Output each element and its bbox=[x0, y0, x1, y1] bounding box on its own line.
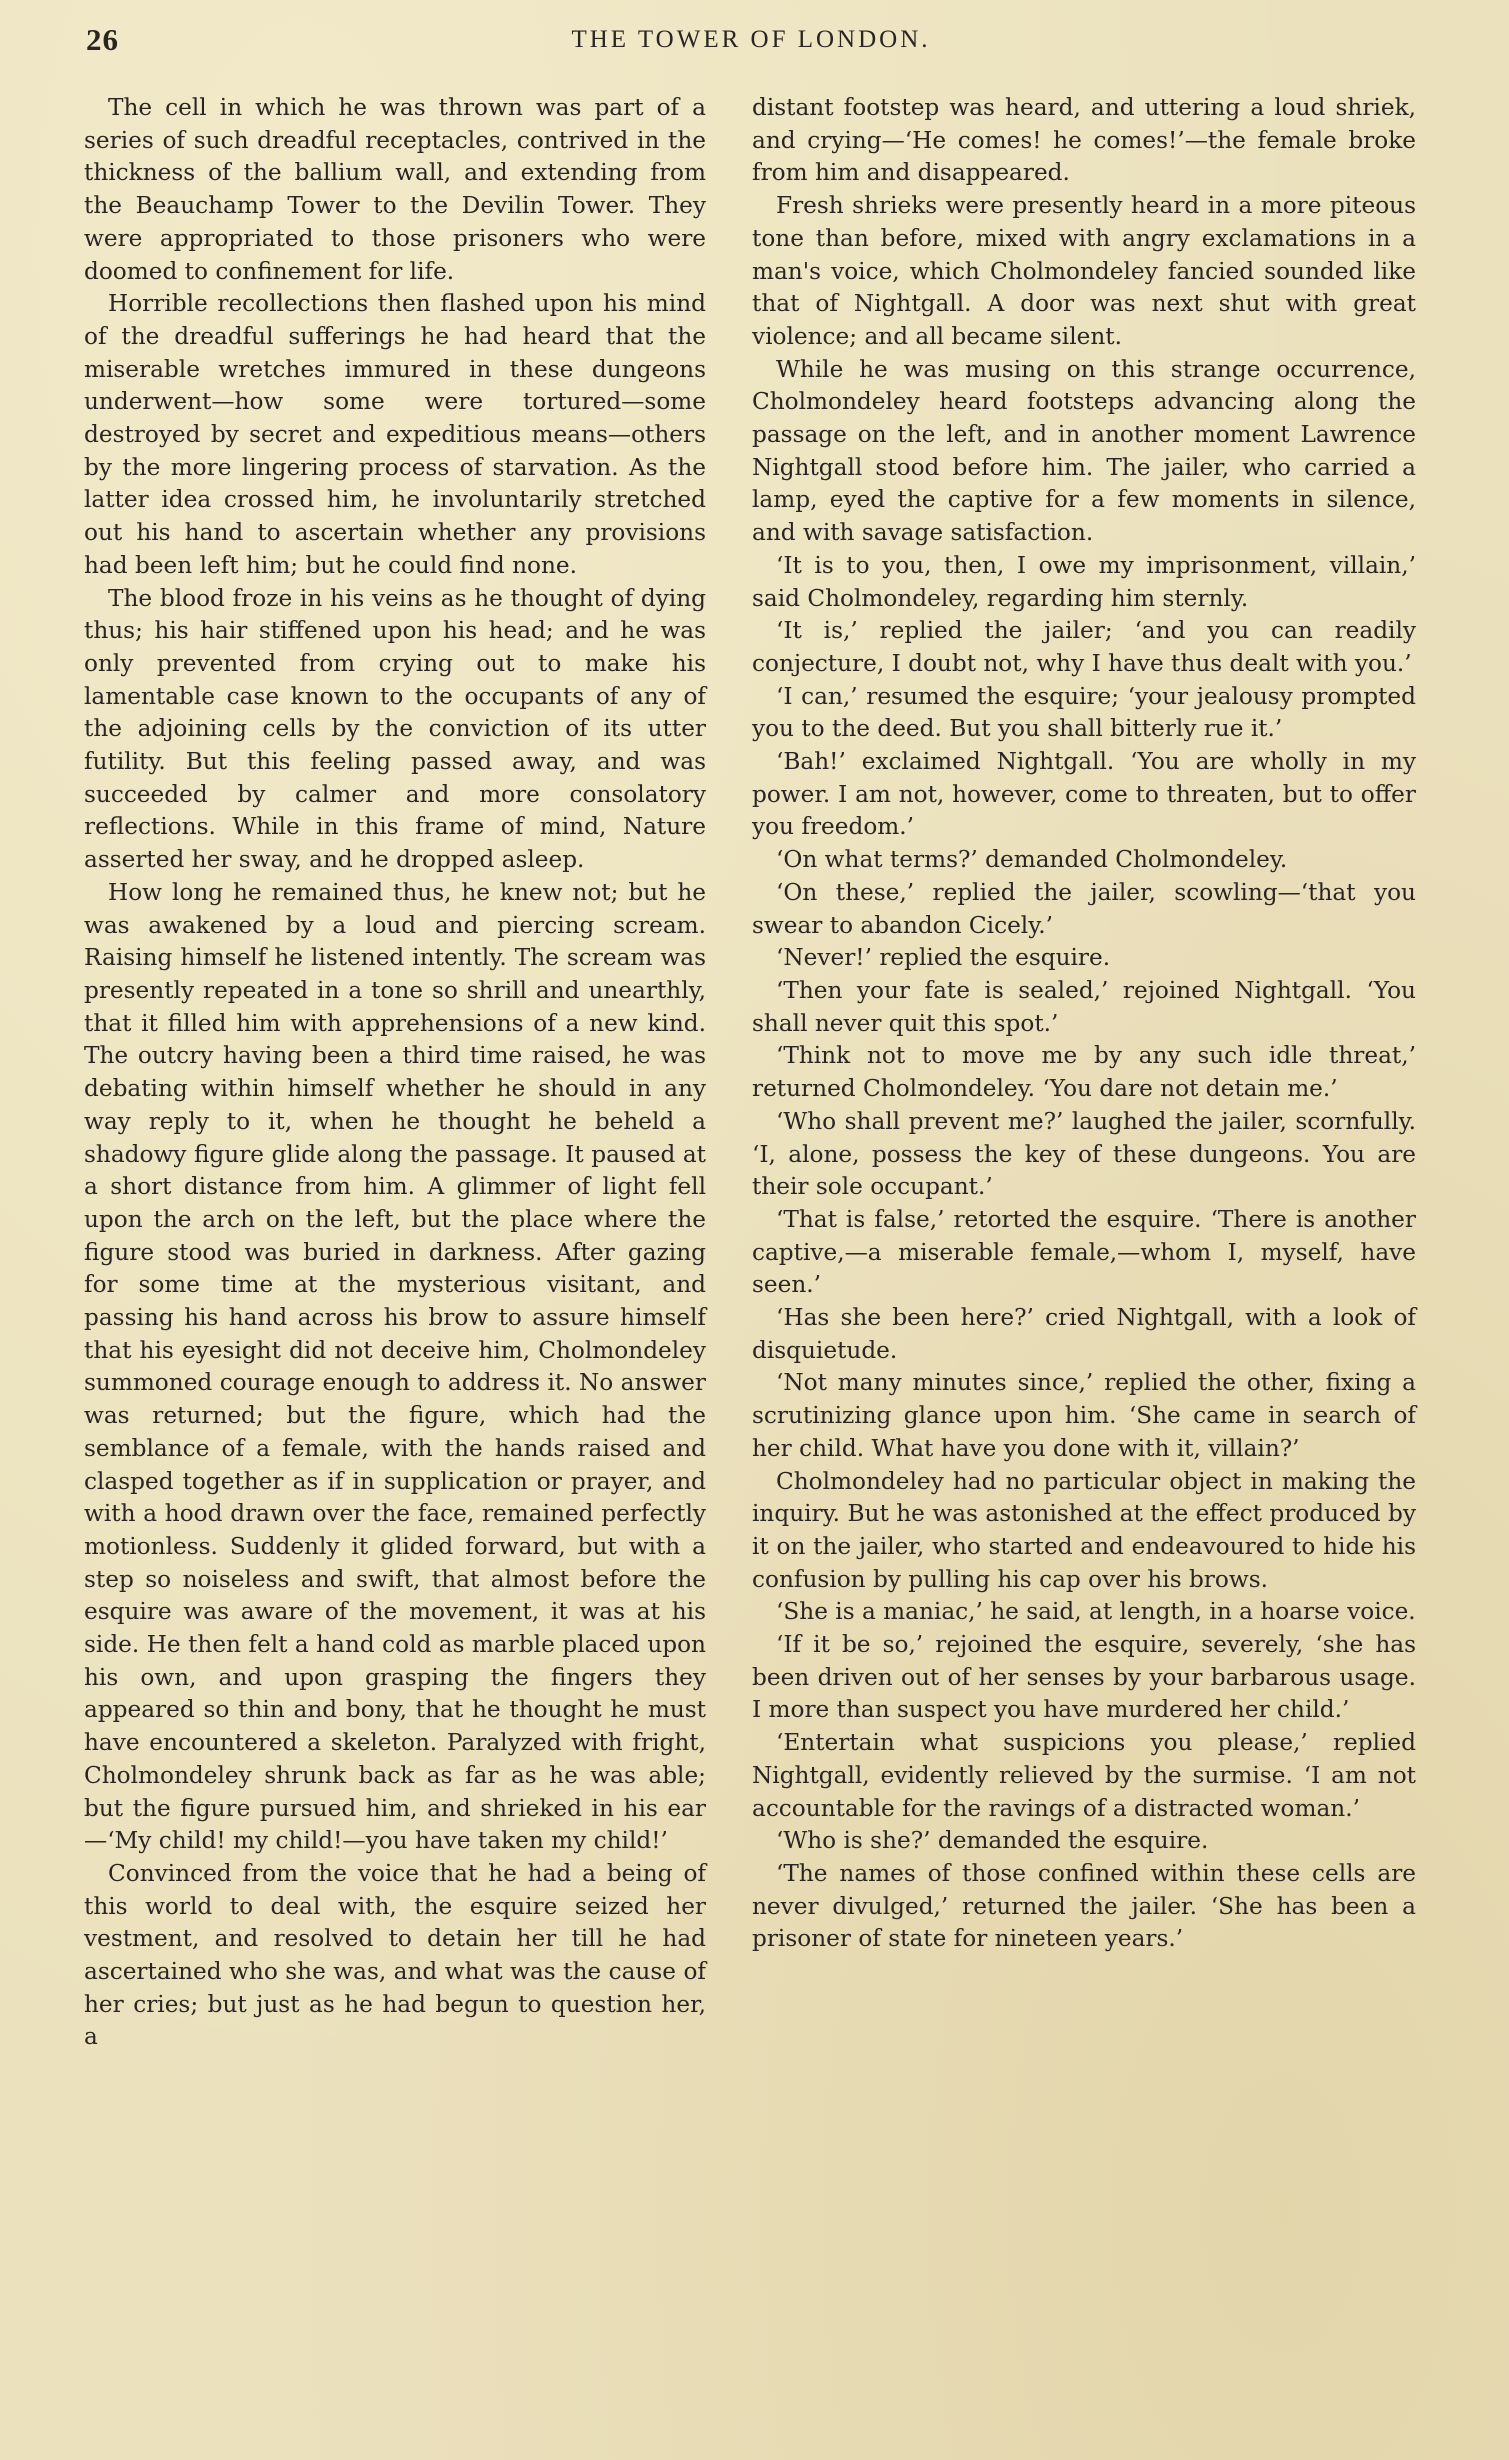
paragraph: ‘Bah!’ exclaimed Nightgall. ‘You are wholly in my power. I am not, however, come to threaten, but to offer you freedom.’ bbox=[752, 748, 1416, 841]
paragraph: ‘Never!’ replied the esquire. bbox=[776, 944, 1111, 972]
paragraph: ‘Then your fate is sealed,’ rejoined Nightgall. ‘You shall never quit this spot.’ bbox=[752, 976, 1416, 1037]
left-column bbox=[84, 92, 706, 2054]
paragraph: The cell in which he was thrown was part of a series of such dreadful receptacles, contrived in the thickness of the ballium wall, and extending from the Beauchamp Tower to the Devilin Tower. They were appropriated to those prisoners who were doomed to confinement for life. bbox=[84, 94, 706, 285]
paragraph: Horrible recollections then flashed upon his mind of the dreadful sufferings he had heard that the miserable wretches immured in these dungeons underwent—how some were tortured—some destroyed by secret and expeditious means—others by the more lingering process of starvation. As the latter idea crossed him, he involuntarily stretched out his hand to ascertain whether any provisions had been left him; but he could find none. bbox=[84, 290, 706, 579]
right-column bbox=[752, 92, 1416, 1956]
paragraph: Fresh shrieks were presently heard in a more piteous tone than before, mixed with angry exclamations in a man's voice, which Cholmondeley fancied sounded like that of Nightgall. A door was next shut with great violence; and all became silent. bbox=[752, 192, 1416, 350]
paragraph: ‘On what terms?’ demanded Cholmondeley. bbox=[776, 846, 1288, 874]
paragraph: ‘Who is she?’ demanded the esquire. bbox=[776, 1827, 1209, 1855]
running-title: THE TOWER OF LONDON. bbox=[571, 26, 931, 53]
paragraph: ‘That is false,’ retorted the esquire. ‘There is another captive,—a miserable female,—whom I, myself, have seen.’ bbox=[752, 1205, 1416, 1299]
paragraph: ‘Who shall prevent me?’ laughed the jailer, scornfully. ‘I, alone, possess the key of these dungeons. You are their sole occupant.’ bbox=[752, 1107, 1416, 1201]
paragraph: ‘I can,’ resumed the esquire; ‘your jealousy prompted you to the deed. But you shall bitterly rue it.’ bbox=[752, 682, 1416, 743]
paragraph: ‘It is to you, then, I owe my imprisonment, villain,’ said Cholmondeley, regarding him sternly. bbox=[752, 551, 1416, 612]
paragraph: ‘On these,’ replied the jailer, scowling—‘that you swear to abandon Cicely.’ bbox=[752, 878, 1416, 939]
paragraph: ‘Entertain what suspicions you please,’ replied Nightgall, evidently relieved by the surmise. ‘I am not accountable for the ravings of a distracted woman.’ bbox=[752, 1729, 1416, 1822]
paragraph: ‘It is,’ replied the jailer; ‘and you can readily conjecture, I doubt not, why I have thus dealt with you.’ bbox=[752, 617, 1416, 677]
paragraph: ‘Think not to move me by any such idle threat,’ returned Cholmondeley. ‘You dare not detain me.’ bbox=[752, 1042, 1416, 1103]
paragraph: ‘She is a maniac,’ he said, at length, in a hoarse voice. bbox=[776, 1598, 1416, 1626]
paragraph: ‘If it be so,’ rejoined the esquire, severely, ‘she has been driven out of her senses by your barbarous usage. I more than suspect you have murdered her child.’ bbox=[752, 1631, 1416, 1724]
paragraph: Convinced from the voice that he had a being of this world to deal with, the esquire seized her vestment, and resolved to detain her till he had ascertained who she was, and what was the cause of her cries; but just as he had begun to question her, a bbox=[84, 1859, 706, 2051]
paragraph: The blood froze in his veins as he thought of dying thus; his hair stiffened upon his head; and he was only prevented from crying out to make his lamentable case known to the occupants of any of the adjoining cells by the conviction of its utter futility. But this feeling passed away, and was succeeded by calmer and more consolatory reflections. While in this frame of mind, Nature asserted her sway, and he dropped asleep. bbox=[84, 584, 706, 874]
page-header bbox=[86, 22, 1416, 72]
paragraph-continued: distant footstep was heard, and uttering a loud shriek, and crying—‘He comes! he comes!’—the female broke from him and disappeared. bbox=[752, 94, 1416, 187]
paragraph: Cholmondeley had no particular object in making the inquiry. But he was astonished at the effect produced by it on the jailer, who started and endeavoured to hide his confusion by pulling his cap over his brows. bbox=[752, 1467, 1416, 1593]
paragraph: While he was musing on this strange occurrence, Cholmondeley heard footsteps advancing along the passage on the left, and in another moment Lawrence Nightgall stood before him. The jailer, who carried a lamp, eyed the captive for a few moments in silence, and with savage satisfaction. bbox=[752, 355, 1416, 547]
paragraph: ‘Has she been here?’ cried Nightgall, with a look of disquietude. bbox=[752, 1304, 1416, 1364]
paragraph: ‘Not many minutes since,’ replied the other, fixing a scrutinizing glance upon him. ‘She came in search of her child. What have you done with it, villain?’ bbox=[752, 1369, 1416, 1462]
paragraph: ‘The names of those confined within these cells are never divulged,’ returned the jailer. ‘She has been a prisoner of state for nineteen years.’ bbox=[752, 1859, 1416, 1953]
page-number: 26 bbox=[86, 22, 119, 57]
paragraph: How long he remained thus, he knew not; but he was awakened by a loud and piercing scream. Raising himself he listened intently. The scream was presently repeated in a tone so shrill and unearthly, that it filled him with apprehensions of a new kind. The outcry having been a third time raised, he was debating within himself whether he should in any way reply to it, when he thought he beheld a shadowy figure glide along the passage. It paused at a short distance from him. A glimmer of light fell upon the arch on the left, but the place where the figure stood was buried in darkness. After gazing for some time at the mysterious visitant, and passing his hand across his brow to assure himself that his eyesight did not deceive him, Cholmondeley summoned courage enough to address it. No answer was returned; but the figure, which had the semblance of a female, with the hands raised and clasped together as if in supplication or prayer, and with a hood drawn over the face, remained perfectly motionless. Suddenly it glided forward, but with a step so noiseless and swift, that almost before the esquire was aware of the movement, it was at his side. He then felt a hand cold as marble placed upon his own, and upon grasping the fingers they appeared so thin and bony, that he thought he must have encountered a skeleton. Paralyzed with fright, Cholmondeley shrunk back as far as he was able; but the figure pursued him, and shrieked in his ear—‘My child! my child!—you have taken my child!’ bbox=[84, 878, 706, 1855]
